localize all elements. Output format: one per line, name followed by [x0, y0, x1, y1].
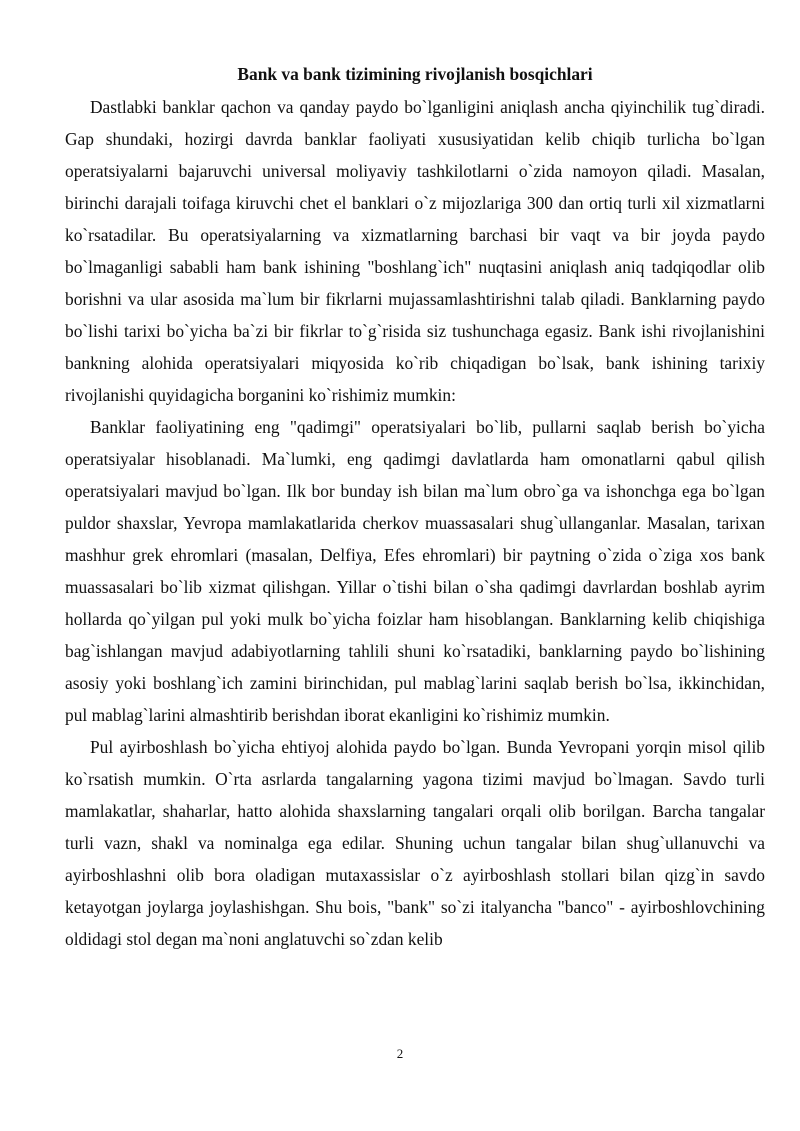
document-page: [65, 58, 765, 955]
paragraph-3: Pul ayirboshlash bo`yicha ehtiyoj alohida paydo bo`lgan. Bunda Yevropani yorqin misol qilib ko`rsatish mumkin. O`rta asrlarda tangalarning yagona tizimi mavjud bo`lmagan. Savdo turli mamlakatlar, shaharlar, hatto alohida shaxslarning tangalari orqali olib borilgan. Barcha tangalar turli vazn, shakl va nominalga ega edilar. Shuning uchun tangalar bilan shug`ullanuvchi va ayirboshlashni olib bora oladigan mutaxassislar o`z ayirboshlash stollari bilan qizg`in savdo ketayotgan joylarga joylashishgan. Shu bois, "bank" so`zi italyancha "banco" - ayirboshlovchining oldidagi stol degan ma`noni anglatuvchi so`zdan kelib: [65, 737, 765, 949]
paragraph-1: Dastlabki banklar qachon va qanday paydo bo`lganligini aniqlash ancha qiyinchilik tug`diradi. Gap shundaki, hozirgi davrda banklar faoliyati xususiyatidan kelib chiqib turlicha bo`lgan operatsiyalarni bajaruvchi universal moliyaviy tashkilotlarni o`zida namoyon qiladi. Masalan, birinchi darajali toifaga kiruvchi chet el banklari o`z mijozlariga 300 dan ortiq turli xil xizmatlarni ko`rsatadilar. Bu operatsiyalarning va xizmatlarning barchasi bir vaqt va bir joyda paydo bo`lmaganligi sababli ham bank ishining "boshlang`ich" nuqtasini aniqlash aniq tadqiqodlar olib borishni va ular asosida ma`lum bir fikrlarni mujassamlashtirishni talab qiladi. Banklarning paydo bo`lishi tarixi bo`yicha ba`zi bir fikrlar to`g`risida siz tushunchaga egasiz. Bank ishi rivojlanishini bankning alohida operatsiyalari miqyosida ko`rib chiqadigan bo`lsak, bank ishining tarixiy rivojlanishi quyidagicha borganini ko`rishimiz mumkin:: [65, 97, 765, 405]
document-title: Bank va bank tizimining rivojlanish bosqichlari: [237, 64, 593, 84]
paragraph-2: Banklar faoliyatining eng "qadimgi" operatsiyalari bo`lib, pullarni saqlab berish bo`yicha operatsiyalar hisoblanadi. Ma`lumki, eng qadimgi davlatlarda ham omonatlarni qabul qilish operatsiyalari mavjud bo`lgan. Ilk bor bunday ish bilan ma`lum obro`ga va ishonchga ega bo`lgan puldor shaxslar, Yevropa mamlakatlarida cherkov muassasalari shug`ullanganlar. Masalan, tarixan mashhur grek ehromlari (masalan, Delfiya, Efes ehromlari) bir paytning o`zida o`ziga xos bank muassasalari bo`lib xizmat qilishgan. Yillar o`tishi bilan o`sha qadimgi davrlardan boshlab ayrim hollarda qo`yilgan pul yoki mulk bo`yicha foizlar ham hisoblangan. Banklarning kelib chiqishiga bag`ishlangan mavjud adabiyotlarning tahlili shuni ko`rsatadiki, banklarning paydo bo`lishining asosiy yoki boshlang`ich zamini birinchidan, pul mablag`larini saqlab berish bo`lsa, ikkinchidan, pul mablag`larini almashtirib berishdan iborat ekanligini ko`rishimiz mumkin.: [65, 417, 765, 725]
page-number: 2: [396, 1046, 404, 1061]
